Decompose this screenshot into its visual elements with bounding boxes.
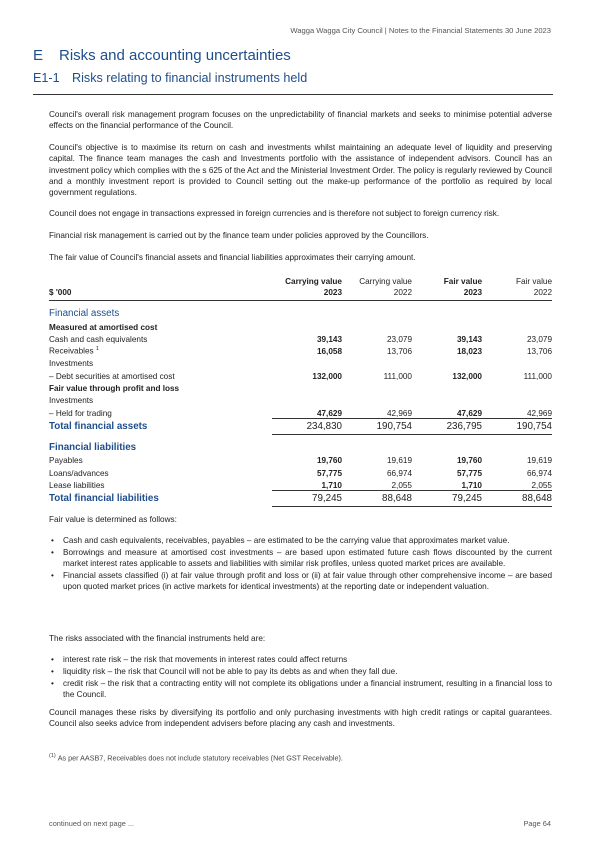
cell-value: 111,000 bbox=[383, 371, 412, 381]
total-assets-row bbox=[49, 418, 552, 434]
table-row bbox=[49, 356, 552, 368]
bullet-icon: • bbox=[51, 678, 54, 688]
subsection-number: E1-1 bbox=[33, 71, 60, 85]
table-row bbox=[49, 381, 552, 393]
bullet-icon: • bbox=[51, 570, 54, 580]
section-heading bbox=[33, 47, 291, 64]
table-row bbox=[49, 344, 552, 356]
row-label: – Debt securities at amortised cost bbox=[49, 371, 175, 381]
cell-value: 19,760 bbox=[456, 456, 482, 466]
cell-value: 42,969 bbox=[386, 408, 412, 418]
footnote-text: As per AASB7, Receivables does not include statutory receivables (Net GST Receivable). bbox=[57, 753, 343, 763]
fair-value-list bbox=[49, 535, 552, 593]
cell-value: 190,754 bbox=[342, 418, 412, 434]
list-item: • liquidity risk – the risk that Council will not be able to pay its debts as and when they fall due. bbox=[51, 666, 398, 676]
col-header-carrying-2022: Carrying value 2022 bbox=[342, 274, 412, 301]
row-label: Loans/advances bbox=[49, 468, 109, 478]
table-row bbox=[49, 465, 552, 477]
list-item: • Cash and cash equivalents, receivables, payables – are estimated to be the carrying value that approximates market value. bbox=[51, 536, 510, 545]
row-label: Receivables $^1$ bbox=[49, 346, 99, 357]
cell-value: 132,000 bbox=[452, 371, 482, 381]
closing-paragraph: Council manages these risks by diversifying its portfolio and only purchasing investments with high credit ratings or capital guarantees. Council also seeks advice from independent advisers before placing any cash and investments. bbox=[49, 708, 552, 729]
cell-value: 57,775 bbox=[456, 468, 482, 478]
table-row bbox=[49, 393, 552, 405]
running-header: Wagga Wagga City Council | Notes to the Financial Statements 30 June 2023 bbox=[290, 26, 551, 35]
table-row bbox=[49, 453, 552, 465]
risk-list bbox=[49, 654, 552, 701]
list-item: • credit risk – the risk that a contracting entity will not complete its obligations under a financial instrument, resulting in a financial loss to the Council. bbox=[51, 678, 552, 699]
table-row bbox=[49, 319, 552, 331]
paragraph-foreign-currency: Council does not engage in transactions expressed in foreign currencies and is therefore not subject to foreign currency risk. bbox=[49, 209, 500, 218]
cell-value: 57,775 bbox=[316, 468, 342, 478]
cell-value: 18,023 bbox=[456, 347, 482, 357]
cell-value: 1,710 bbox=[461, 480, 482, 490]
bullet-icon: • bbox=[51, 547, 54, 557]
cell-value: 19,760 bbox=[316, 456, 342, 466]
cell-value: 2,055 bbox=[531, 480, 552, 490]
section-title: Risks and accounting uncertainties bbox=[59, 47, 291, 64]
cell-value: 39,143 bbox=[456, 334, 482, 344]
row-label: Lease liabilities bbox=[49, 481, 105, 491]
risks-intro: The risks associated with the financial instruments held are: bbox=[49, 634, 266, 643]
section-number: E bbox=[33, 47, 44, 64]
cell-value: 111,000 bbox=[523, 371, 552, 381]
table-row bbox=[49, 307, 552, 319]
bullet-icon: • bbox=[51, 536, 54, 545]
subsection-heading bbox=[33, 71, 307, 85]
cell-value: 42,969 bbox=[526, 408, 552, 418]
cell-value: 16,058 bbox=[316, 347, 342, 357]
cell-value: 190,754 bbox=[482, 418, 552, 434]
cell-value: 13,706 bbox=[386, 347, 412, 357]
row-label: Payables bbox=[49, 456, 83, 466]
paragraph-fair-value: The fair value of Council's financial assets and financial liabilities approximates their carrying amount. bbox=[49, 253, 416, 262]
investments-label: Investments bbox=[49, 396, 94, 406]
cell-value: 79,245 bbox=[272, 490, 342, 506]
list-item: • interest rate risk – the risk that movements in interest rates could affect returns bbox=[51, 655, 348, 664]
cell-value: 13,706 bbox=[526, 347, 552, 357]
page-number: Page 64 bbox=[523, 819, 551, 828]
cell-value: 2,055 bbox=[391, 480, 412, 490]
cell-value: 19,619 bbox=[386, 456, 412, 466]
fair-value-intro: Fair value is determined as follows: bbox=[49, 515, 177, 524]
list-item: • Financial assets classified (i) at fair value through profit and loss or (ii) at fair value through other comprehensive income – are based upon quoted market prices (in active markets for identical investments) at the reporting date or independent valuation. bbox=[51, 570, 552, 592]
subsection-title: Risks relating to financial instruments held bbox=[72, 71, 308, 85]
unit-label: $ '000 bbox=[49, 274, 272, 301]
total-liabilities-row bbox=[49, 490, 552, 506]
cell-value: 66,974 bbox=[526, 468, 552, 478]
financial-liabilities-heading: Financial liabilities bbox=[49, 441, 137, 453]
table-row bbox=[49, 332, 552, 344]
financial-instruments-table bbox=[49, 274, 552, 507]
financial-assets-heading: Financial assets bbox=[49, 308, 120, 320]
total-liabilities-label: Total financial liabilities bbox=[49, 492, 159, 504]
cell-value: 47,629 bbox=[456, 408, 482, 418]
table-row bbox=[49, 405, 552, 418]
paragraph-objective: Council's objective is to maximise its return on cash and investments whilst maintaining an adequate level of liquidity and preserving capital. The finance team manages the cash and Investments portfolio with the assistance of independent advisors. Council has an investment policy which complies with the s 625 of the Act and the Ministerial Investment Order. The policy is regularly reviewed by Council and a monthly investment report is provided to Council setting out the make-up performance of the portfolio as required by local government regulations. bbox=[49, 143, 552, 198]
heading-divider bbox=[33, 94, 553, 95]
cell-value: 132,000 bbox=[312, 371, 342, 381]
fvtpl-heading: Fair value through profit and loss bbox=[49, 384, 180, 394]
cell-value: 39,143 bbox=[316, 334, 342, 344]
row-label: – Held for trading bbox=[49, 409, 112, 419]
cell-value: 88,648 bbox=[342, 490, 412, 506]
cell-value: 47,629 bbox=[316, 408, 342, 418]
table-header-row bbox=[49, 274, 552, 301]
amortised-cost-heading: Measured at amortised cost bbox=[49, 322, 158, 332]
continued-label: continued on next page ... bbox=[49, 819, 135, 828]
cell-value: 234,830 bbox=[272, 418, 342, 434]
table-row bbox=[49, 441, 552, 453]
bullet-icon: • bbox=[51, 666, 54, 676]
cell-value: 1,710 bbox=[321, 480, 342, 490]
total-assets-label: Total financial assets bbox=[49, 420, 148, 432]
list-item: • Borrowings and measure at amortised cost investments – are based upon estimated future cash flows discounted by the current market interest rates applicable to assets and liabilities with similar risk profiles, unless quoted market prices are available. bbox=[51, 547, 552, 569]
cell-value: 79,245 bbox=[412, 490, 482, 506]
cell-value: 236,795 bbox=[412, 418, 482, 434]
paragraph-overview: Council's overall risk management program focuses on the unpredictability of financial markets and seeks to minimise potential adverse effects on the financial performance of the Council. bbox=[49, 110, 552, 131]
table-row bbox=[49, 478, 552, 491]
cell-value: 19,619 bbox=[526, 456, 552, 466]
footnote-ref: 1 bbox=[95, 346, 99, 353]
col-header-fair-2023: Fair value 2023 bbox=[412, 274, 482, 301]
footnote bbox=[49, 753, 343, 762]
investments-label: Investments bbox=[49, 359, 94, 369]
paragraph-risk-management: Financial risk management is carried out by the finance team under policies approved by the Councillors. bbox=[49, 231, 429, 240]
col-header-fair-2022: Fair value 2022 bbox=[482, 274, 552, 301]
cell-value: 88,648 bbox=[482, 490, 552, 506]
cell-value: 23,079 bbox=[386, 334, 412, 344]
footnote-marker: (1) bbox=[49, 753, 56, 759]
row-label: Cash and cash equivalents bbox=[49, 334, 148, 344]
col-header-carrying-2023: Carrying value 2023 bbox=[272, 274, 342, 301]
cell-value: 66,974 bbox=[386, 468, 412, 478]
cell-value: 23,079 bbox=[526, 334, 552, 344]
table-row bbox=[49, 368, 552, 380]
bullet-icon: • bbox=[51, 655, 54, 664]
